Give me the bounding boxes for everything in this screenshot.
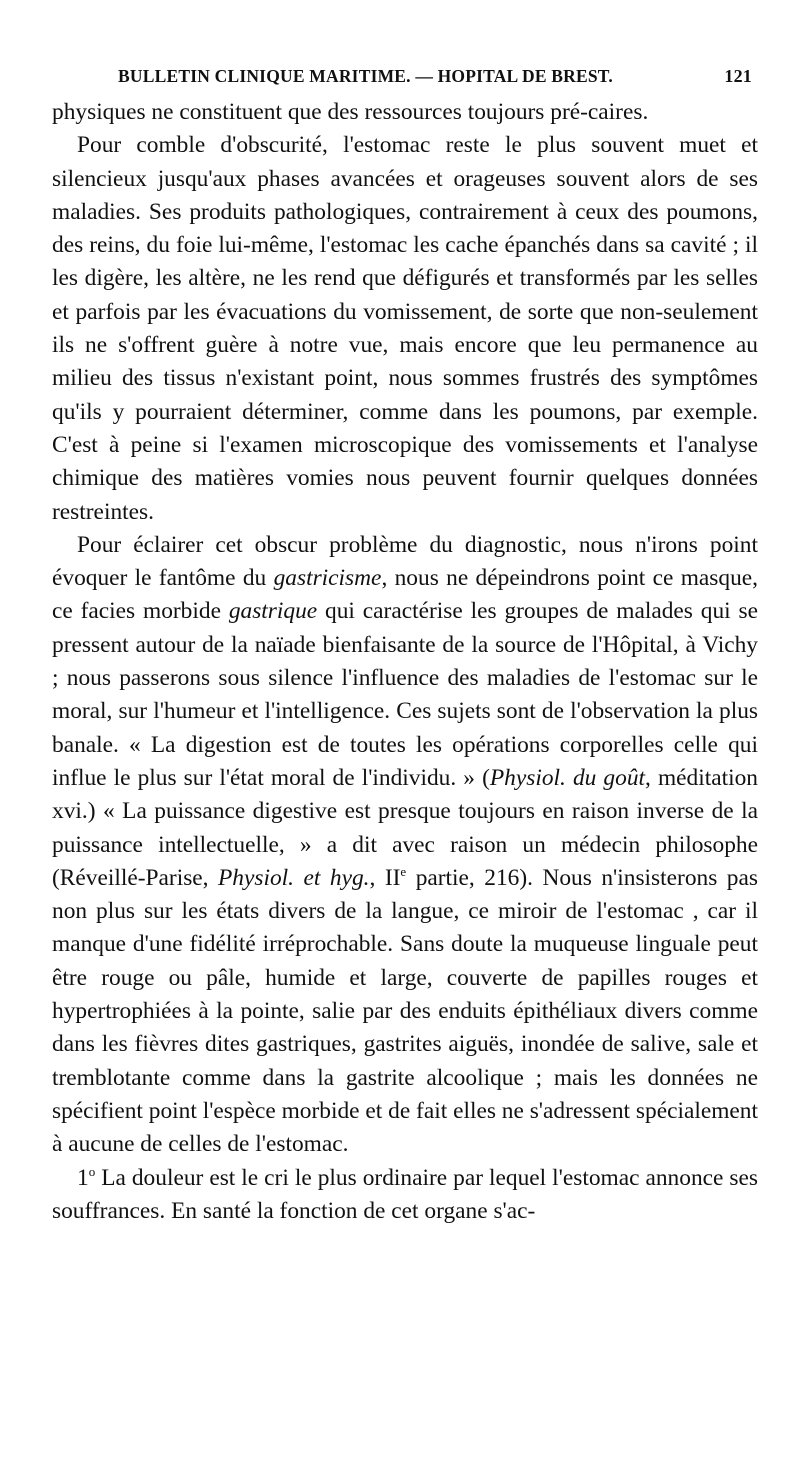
running-header bbox=[52, 62, 758, 96]
text-run: physiques ne constituent que des ressources toujours pré-caires. bbox=[52, 99, 649, 125]
text-run: , II bbox=[369, 864, 401, 891]
italic-citation: gastrique bbox=[228, 598, 318, 625]
text-run: Pour éclairer cet obscur problème du diagnostic, nous n'irons point évoquer le fantôme du bbox=[52, 531, 758, 592]
italic-citation: Physiol. du goût bbox=[489, 764, 646, 791]
text-run: 1 bbox=[77, 1164, 89, 1191]
text-run: , méditation xvi.) « La puissance digestive est presque toujours en raison inverse de la puissance intellectuelle, » a dit avec raison un médecin philosophe (Réveillé-Parise, bbox=[52, 764, 758, 891]
body-text bbox=[52, 96, 758, 1228]
text-run: Pour comble d'obscurité, l'estomac reste le plus souvent muet et silencieux jusqu'aux phases avancées et orageuses souvent alors de ses maladies. Ses produits pathologiques, contrairement à ceux des poumons, des reins, du foie lui-même, l'estomac les cache épanchés dans sa cavité ; il les digère, les altère, ne les rend que défigurés et transformés par les selles et parfois par les évacuations du vomissement, de sorte que non-seulement ils ne s'offrent guère à notre vue, mais encore que leu permanence au milieu des tissus n'existant point, nous sommes frustrés des symptômes qu'ils y pourraient déterminer, comme dans les poumons, par exemple. C'est à peine si l'examen microscopique des vomissements et l'analyse chimique des matières vomies nous peuvent fournir quelques données restreintes. bbox=[52, 132, 758, 525]
text-run: partie, 216). Nous n'insisterons pas non plus sur les états divers de la langue, ce miroir de l'estomac , car il manque d'une fidélité irréprochable. Sans doute la muqueuse linguale peut être rouge ou pâle, humide et large, couverte de papilles rouges et hypertrophiées à la pointe, salie par des enduits épithéliaux divers comme dans les fièvres dites gastriques, gastrites aiguës, inondée de salive, sale et tremblotante comme dans la gastrite alcoolique ; mais les données ne spécifient point l'espèce morbide et de fait elles ne s'adressent spécialement à aucune de celles de l'estomac. bbox=[52, 864, 758, 1158]
paragraph bbox=[52, 129, 758, 529]
superscript: e bbox=[400, 864, 407, 880]
page-number: 121 bbox=[724, 66, 752, 86]
paragraph bbox=[52, 1162, 758, 1229]
text-run: La douleur est le cri le plus ordinaire par lequel l'estomac annonce ses souffrances. En santé la fonction de cet organe s'ac- bbox=[52, 1164, 758, 1224]
superscript: o bbox=[88, 1163, 96, 1179]
italic-citation: gastricisme bbox=[273, 565, 382, 592]
running-title: BULLETIN CLINIQUE MARITIME. — HOPITAL DE BREST. bbox=[118, 66, 613, 86]
document-page bbox=[52, 62, 758, 1228]
italic-citation: Physiol. et hyg. bbox=[218, 864, 370, 891]
paragraph bbox=[52, 96, 758, 129]
text-run: qui caractérise les groupes de malades qui se pressent autour de la naïade bienfaisante de la source de l'Hôpital, à Vichy ; nous passerons sous silence l'influence des maladies de l'estomac sur le moral, sur l'humeur et l'intelligence. Ces sujets sont de l'observation la plus banale. « La digestion est de toutes les opérations corporelles celle qui influe le plus sur l'état moral de l'individu. » ( bbox=[52, 598, 758, 791]
text-run: , nous ne dépeindrons point ce masque, ce facies morbide bbox=[52, 565, 759, 625]
paragraph bbox=[52, 529, 758, 1162]
